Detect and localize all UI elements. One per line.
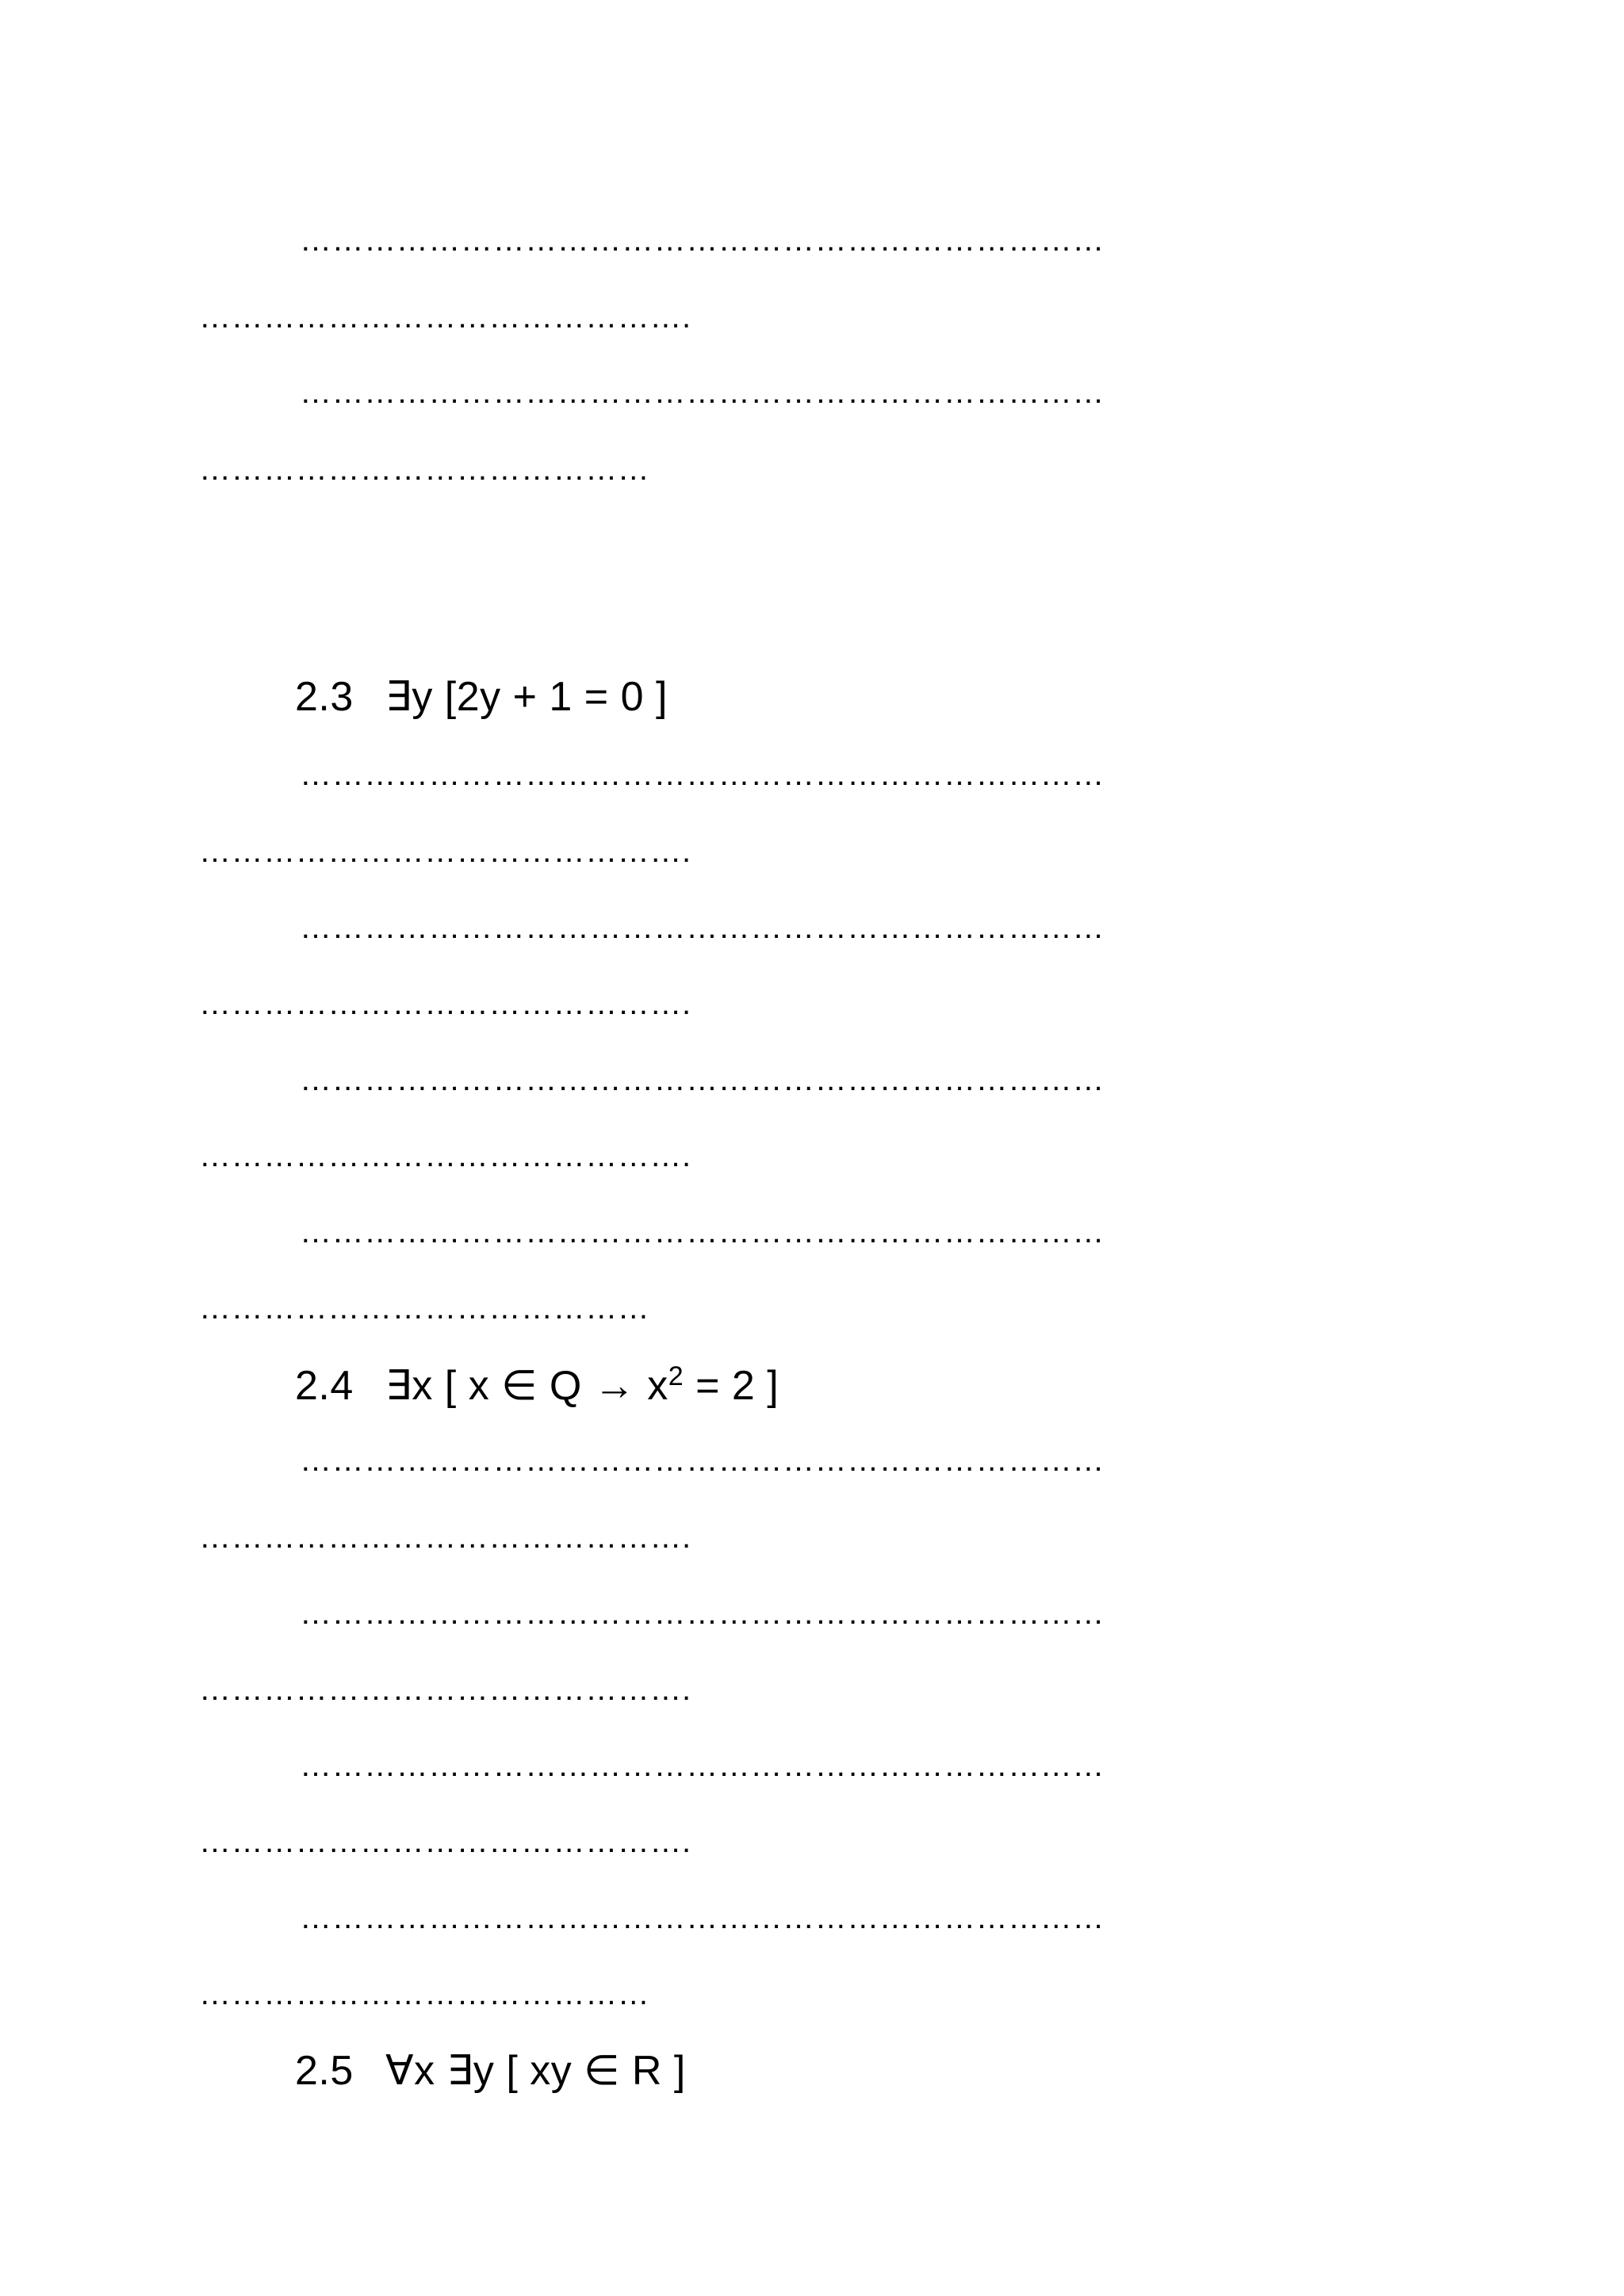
- question-number: 2.5: [295, 2048, 354, 2094]
- question-2-4-heading: [295, 1361, 779, 1409]
- answer-line-continuation: ……………………………………….: [199, 986, 691, 1021]
- answer-line: …………………………………………………………………: [300, 375, 1105, 410]
- question-number: 2.3: [295, 674, 354, 720]
- answer-line: …………………………………………………………………: [300, 1596, 1105, 1631]
- question-2-5-heading: [295, 2048, 686, 2094]
- exponent: 2: [668, 1361, 684, 1391]
- answer-line-continuation: ……………………………………….: [199, 834, 691, 869]
- answer-line: …………………………………………………………………: [300, 1748, 1105, 1783]
- answer-line-continuation: ……………………………………….: [199, 1824, 691, 1859]
- question-2-3-heading: [295, 676, 668, 718]
- answer-line-continuation: ……………………………………….: [199, 1672, 691, 1707]
- question-expression: ∀x ∃y [ xy ∈ R ]: [385, 2048, 686, 2094]
- answer-line-continuation: ……………………………………….: [199, 1138, 691, 1173]
- answer-line-continuation: ……………………………………….: [199, 1520, 691, 1555]
- answer-line: …………………………………………………………………: [300, 910, 1105, 945]
- answer-line: …………………………………………………………………: [300, 1062, 1105, 1097]
- question-expression: ∃x [ x ∈ $Q \to x^2 = 2$ ]: [385, 1361, 779, 1409]
- answer-line-continuation: ……………………………………: [199, 452, 650, 487]
- answer-line: …………………………………………………………………: [300, 1215, 1105, 1249]
- question-expression: ∃y [2y + 1 = 0 ]: [385, 674, 668, 720]
- answer-line: …………………………………………………………………: [300, 757, 1105, 792]
- answer-line-continuation: ……………………………………….: [199, 300, 691, 335]
- answer-line-continuation: ……………………………………: [199, 1291, 650, 1326]
- answer-line: …………………………………………………………………: [300, 223, 1105, 258]
- answer-line-continuation: ……………………………………: [199, 1976, 650, 2011]
- answer-line: …………………………………………………………………: [300, 1443, 1105, 1478]
- answer-line: …………………………………………………………………: [300, 1900, 1105, 1935]
- question-number: 2.4: [295, 1363, 354, 1409]
